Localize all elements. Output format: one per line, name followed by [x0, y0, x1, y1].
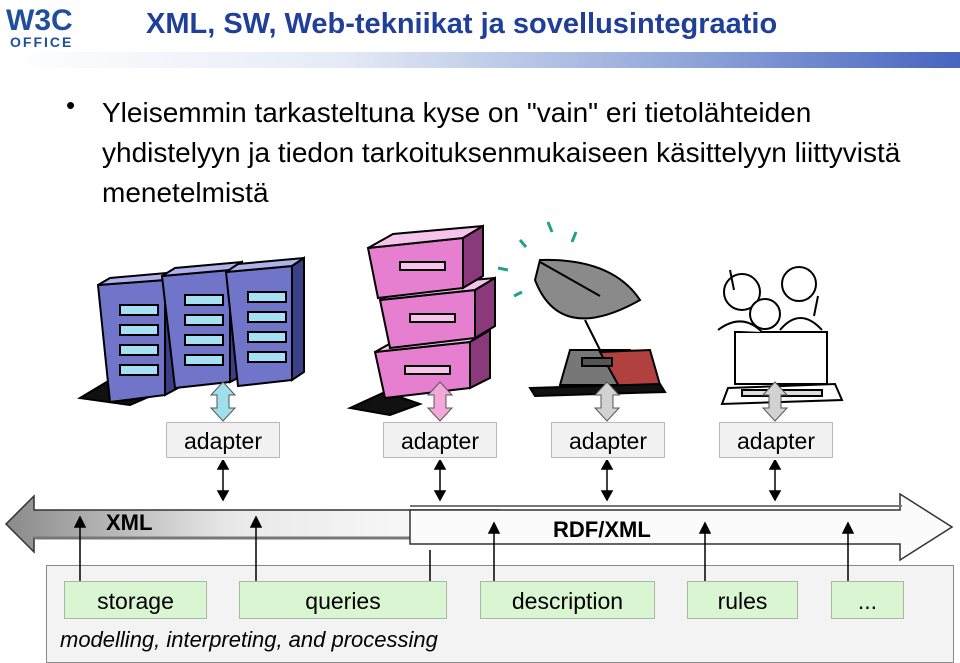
rules-box: rules: [687, 581, 798, 619]
storage-box: storage: [64, 581, 207, 619]
adapter-connectors: [218, 460, 780, 500]
xml-layer-label: XML: [106, 510, 153, 535]
svg-text:W3C: W3C: [6, 4, 73, 37]
pink-double-arrow: [428, 382, 452, 421]
bullet-point: •: [66, 90, 76, 120]
svg-text:OFFICE: OFFICE: [10, 34, 74, 50]
adapter-box: adapter: [166, 422, 280, 458]
title-gradient-bar: [0, 52, 960, 68]
gray-double-arrow: [763, 382, 787, 421]
more-box: ...: [831, 581, 904, 619]
panel-caption: modelling, interpreting, and processing: [60, 627, 438, 652]
adapter-box: adapter: [551, 422, 665, 458]
page-title: XML, SW, Web-tekniikat ja sovellusintegraatio: [146, 8, 778, 40]
blue-double-arrow: [211, 382, 235, 421]
source-adapter-arrows: [0, 380, 960, 424]
adapter-box: adapter: [719, 422, 833, 458]
gray-double-arrow: [595, 382, 619, 421]
satellite-dish-icon: [498, 222, 665, 396]
w3c-office-logo: [4, 2, 100, 50]
bullet-text: Yleisemmin tarkasteltuna kyse on "vain" eri tietolähteiden yhdistelyyn ja tiedon tarkoituksenmukaiseen käsittelyyn liittyvistä menetelmistä: [102, 97, 901, 208]
description-box: description: [480, 581, 655, 619]
queries-box: queries: [239, 581, 447, 619]
adapter-box: adapter: [383, 422, 497, 458]
rdf-layer-label: RDF/XML: [553, 517, 651, 542]
